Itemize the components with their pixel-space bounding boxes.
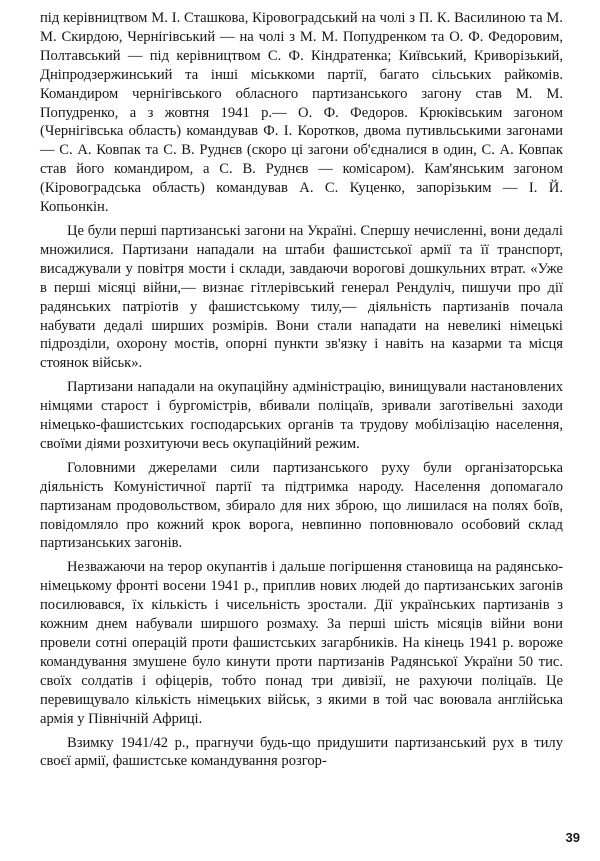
paragraph-winter-1941-42: Взимку 1941/42 р., прагнучи будь-що придушити партизанський рух в тилу своєї армії, фашистське командування розгор- — [40, 734, 563, 770]
page-number: 39 — [565, 830, 580, 845]
book-page — [40, 9, 563, 861]
paragraph-sources-of-strength: Головними джерелами сили партизанського руху були організаторська діяльність Комуністичної партії та підтримка народу. Населення допомагало партизанам продовольством, збирало для них зброю, що лишилася на полях боїв, повідомляло про кожний крок ворога, невпинно поповнювало особовий склад партизанських загонів. — [40, 459, 563, 552]
paragraph-continued: під керівництвом М. І. Сташкова, Кіровоградський на чолі з П. К. Василиною та М. М. Скирдою, Чернігівський — на чолі з М. М. Попудренком та О. Ф. Федоровим, Полтавський — під керівництвом С. Ф. Кіндратенка; Київський, Криворізький, Дніпродзержинський та інші міськкоми партії, багато сільських райкомів. Командиром чернігівського обласного партизанського загону став М. М. Попудренко, а з жовтня 1941 р.— О. Ф. Федоров. Крюківським загоном (Чернігівська область) командував Ф. І. Коротков, двома путивльськими загонами — С. А. Ковпак та С. В. Руднєв (скоро ці загони об'єдналися в один, С. А. Ковпак став його командиром, а С. В. Руднєв — комісаром). Кам'янським загоном (Кіровоградська область) командував А. С. Куценко, запорізьким — І. Й. Копьонкін. — [40, 10, 563, 216]
paragraph-first-partisan-units: Це були перші партизанські загони на Україні. Спершу нечисленні, вони дедалі множилися. Партизани нападали на штаби фашистської армії та її транспорт, висаджували у повітря мости і склади, завдаючи ворогові дошкульних втрат. «Уже в перші місяці війни,— визнає гітлерівський генерал Рендуліч, пишучи про дії радянських патріотів у фашистському тилу,— діяльність партизанів почала набувати дедалі ширших розмірів. Вони стали нападати на невеликі німецькі підрозділи, охорону мостів, опорні пункти зв'язку і навіть на казарми та місця стоянок військ». — [40, 222, 563, 372]
paragraph-occupation-administration: Партизани нападали на окупаційну адміністрацію, винищували настановлених німцями старост і бургомістрів, вбивали поліцаїв, зривали заготівельні заходи німецько-фашистських господарських органів та трудову мобілізацію населення, своїми діями розхитуючи весь окупаційний режим. — [40, 379, 563, 452]
paragraph-growth-of-movement: Незважаючи на терор окупантів і дальше погіршення становища на радянсько-німецькому фронті восени 1941 р., приплив нових людей до партизанських загонів посилювався, їх кількість і чисельність зростали. Дії українських партизанів з кожним днем набували ширшого розмаху. За перші шість місяців війни вони провели сотні операцій проти фашистських загарбників. На кінець 1941 р. вороже командування змушене було кинути проти партизанів Радянської України 50 тис. своїх солдатів і офіцерів, тобто понад три дивізії, не рахуючи поліцаїв. Це перевищувало кількість німецьких військ, з якими в той час воювала англійська армія у Північній Африці. — [40, 559, 563, 727]
